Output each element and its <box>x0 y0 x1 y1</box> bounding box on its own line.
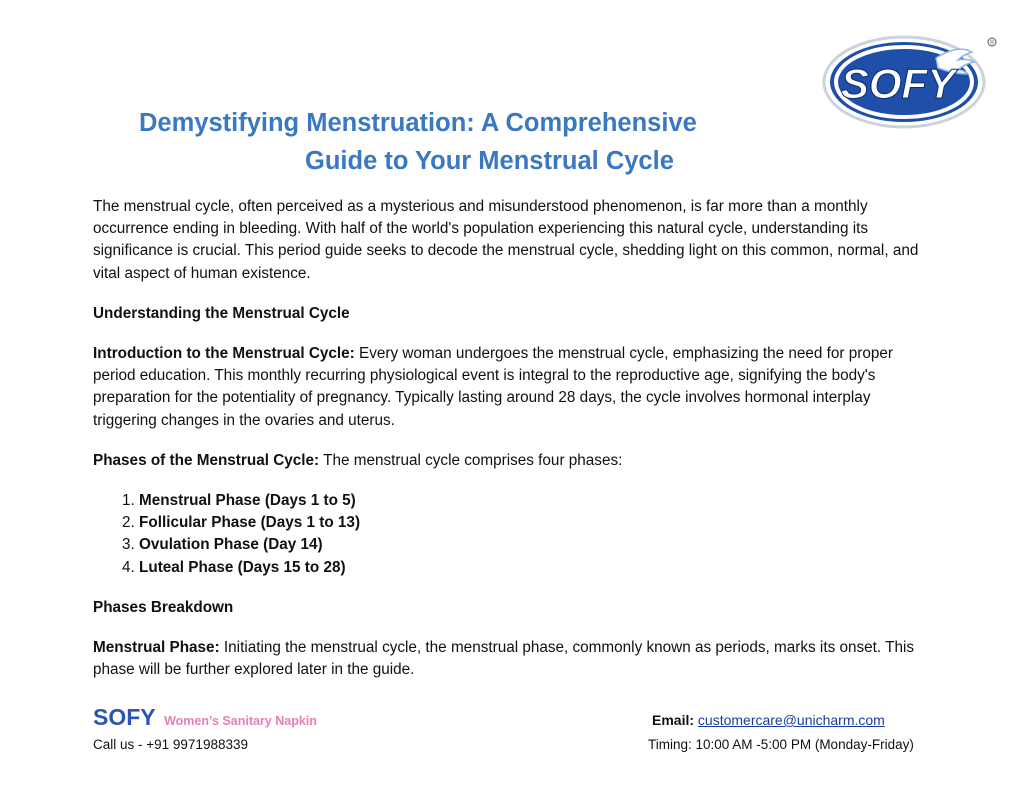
menstrual-phase-text: Initiating the menstrual cycle, the menstrual phase, commonly known as periods, marks its onset. This phase will be further explored later in the guide. <box>93 639 915 679</box>
phases-intro-label: Phases of the Menstrual Cycle: <box>93 451 320 469</box>
intro-cycle-label: Introduction to the Menstrual Cycle: <box>93 345 355 363</box>
sofy-logo <box>818 30 1000 130</box>
intro-cycle-text: Every woman undergoes the menstrual cycle, emphasizing the need for proper period education. This monthly recurring physiological event is integral to the reproductive age, signifying the body's preparation for the potentiality of pregnancy. Typically lasting around 28 days, the cycle involves hormonal interplay triggering changes in the ovaries and uterus. <box>93 345 893 429</box>
title-line-1: Demystifying Menstruation: A Comprehensive <box>139 109 697 137</box>
footer-brand-tagline: Women’s Sanitary Napkin <box>164 714 317 728</box>
article-body <box>93 196 938 699</box>
section-heading-understanding: Understanding the Menstrual Cycle <box>93 304 350 322</box>
title-line-2: Guide to Your Menstrual Cycle <box>305 147 674 175</box>
footer-phone: Call us - +91 9971988339 <box>93 737 248 752</box>
email-label: Email: <box>652 712 695 728</box>
logo-text: SOFY <box>840 60 956 107</box>
list-item: 3. Ovulation Phase (Day 14) <box>139 534 938 556</box>
intro-cycle-paragraph <box>93 343 938 432</box>
phases-intro-paragraph <box>93 450 938 472</box>
footer-timing: Timing: 10:00 AM -5:00 PM (Monday-Friday) <box>648 737 914 752</box>
menstrual-phase-paragraph <box>93 637 938 681</box>
list-item: 4. Luteal Phase (Days 15 to 28) <box>139 557 938 579</box>
footer-brand <box>93 704 317 731</box>
footer-email <box>652 712 885 728</box>
phases-intro-text: The menstrual cycle comprises four phases: <box>319 451 623 469</box>
list-item: 2. Follicular Phase (Days 1 to 13) <box>139 512 938 534</box>
phases-list <box>93 490 938 579</box>
email-link[interactable]: customercare@unicharm.com <box>697 712 885 728</box>
list-item: 1. Menstrual Phase (Days 1 to 5) <box>139 490 938 512</box>
footer-brand-name: SOFY <box>93 704 156 730</box>
svg-text:®: ® <box>989 40 995 47</box>
menstrual-phase-label: Menstrual Phase: <box>93 639 220 657</box>
intro-paragraph: The menstrual cycle, often perceived as a mysterious and misunderstood phenomenon, is far more than a monthly occurrence ending in bleeding. With half of the world's population experiencing this natural cycle, understanding its significance is crucial. This period guide seeks to decode the menstrual cycle, shedding light on this common, normal, and vital aspect of human existence. <box>93 198 919 282</box>
section-heading-breakdown: Phases Breakdown <box>93 598 234 616</box>
